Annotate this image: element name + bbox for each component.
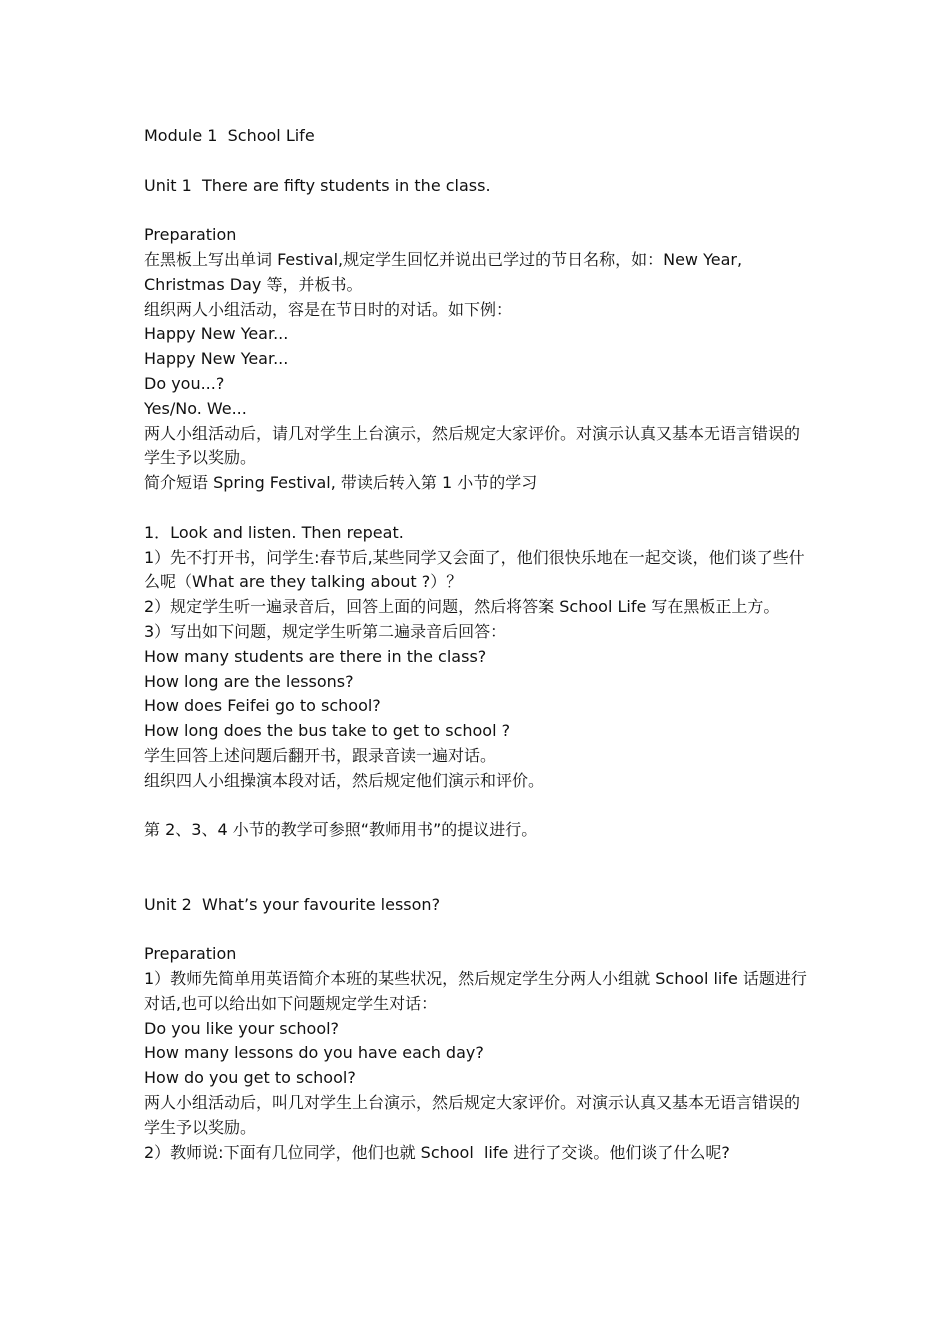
unit2-prep-line: How many lessons do you have each day? — [144, 1043, 484, 1063]
unit1-prep-line: 两人小组活动后，请几对学生上台演示，然后规定大家评价。对演示认真又基本无语言错误的学生予以奖励。 — [144, 423, 801, 468]
spacer — [144, 843, 812, 868]
spacer — [144, 198, 812, 223]
unit2-prep-heading: Preparation — [144, 944, 237, 964]
unit1-prep-line: 组织两人小组活动，容是在节日时的对话。如下例： — [144, 299, 513, 319]
section1-line: How does Feifei go to school? — [144, 696, 381, 716]
section1-line: How long are the lessons? — [144, 671, 354, 691]
section1-line: How many students are there in the class? — [144, 646, 487, 666]
spacer — [144, 149, 812, 174]
section1-heading: 1．Look and listen. Then repeat. — [144, 522, 404, 542]
spacer — [144, 868, 812, 893]
unit1-prep-line: Happy New Year... — [144, 349, 289, 369]
unit1-prep-line: Do you...? — [144, 373, 225, 393]
unit2-prep-line: Do you like your school? — [144, 1018, 340, 1038]
spacer — [144, 918, 812, 943]
unit2-prep-line: 1）教师先简单用英语简介本班的某些状况，然后规定学生分两人小组就 School life 话题进行对话,也可以给出如下问题规定学生对话： — [144, 969, 807, 1013]
document-page — [144, 124, 812, 1165]
unit1-prep-line: 在黑板上写出单词 Festival,规定学生回忆并说出已学过的节日名称，如：New Year, Christmas Day 等，并板书。 — [144, 249, 748, 294]
section1-line: 组织四人小组操演本段对话，然后规定他们演示和评价。 — [144, 770, 545, 790]
section1-line: 2）规定学生听一遍录音后，回答上面的问题，然后将答案 School Life 写在黑板正上方。 — [144, 597, 780, 617]
spacer — [144, 496, 812, 521]
unit2-prep-line: 2）教师说:下面有几位同学，他们也就 School life 进行了交谈。他们谈了什么呢? — [144, 1142, 730, 1162]
module-title: Module 1 School Life — [144, 126, 315, 145]
unit1-prep-line: Happy New Year... — [144, 324, 289, 344]
unit2-prep-line: 两人小组活动后，叫几对学生上台演示，然后规定大家评价。对演示认真又基本无语言错误的学生予以奖励。 — [144, 1093, 801, 1137]
section1-line: 1）先不打开书，问学生:春节后,某些同学又会面了，他们很快乐地在一起交谈，他们谈了些什么呢（What are they talking about ?）？ — [144, 547, 805, 592]
spacer — [144, 794, 812, 819]
unit1-prep-line: 简介短语 Spring Festival, 带读后转入第 1 小节的学习 — [144, 473, 538, 493]
section1-line: How long does the bus take to get to school ? — [144, 721, 511, 741]
unit2-title: Unit 2 What’s your favourite lesson? — [144, 894, 441, 914]
unit1-prep-heading: Preparation — [144, 225, 237, 245]
section1-line: 3）写出如下问题，规定学生听第二遍录音后回答： — [144, 621, 507, 641]
unit1-prep-line: Yes/No. We... — [144, 398, 247, 418]
unit2-prep-line: How do you get to school? — [144, 1068, 356, 1088]
unit1-title: Unit 1 There are fifty students in the class. — [144, 175, 491, 195]
section1-line: 学生回答上述问题后翻开书，跟录音读一遍对话。 — [144, 745, 497, 765]
unit1-closing: 第 2、3、4 小节的教学可参照“教师用书”的提议进行。 — [144, 820, 538, 840]
